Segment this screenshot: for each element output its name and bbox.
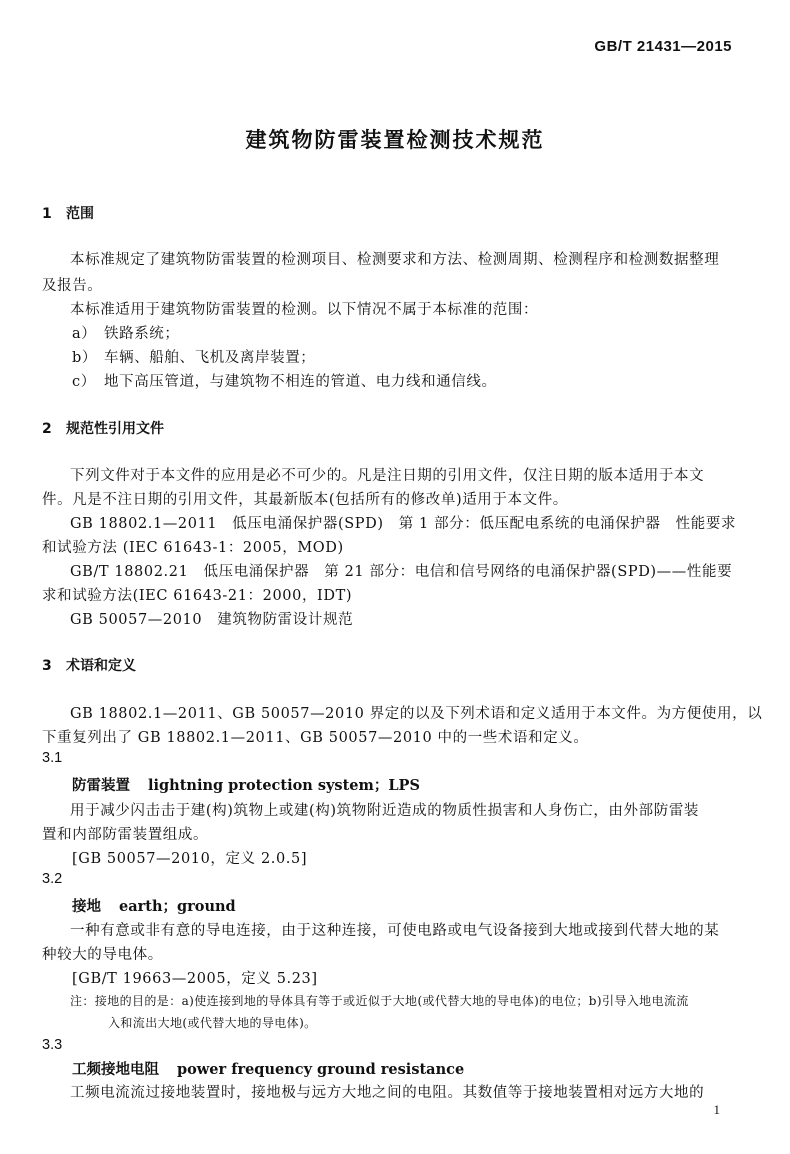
scope-paragraph-1-line-1: 本标准规定了建筑物防雷装置的检测项目、检测要求和方法、检测周期、检测程序和检测数据整理 [70, 252, 720, 268]
section-number: 3 [42, 658, 52, 674]
section-title: 规范性引用文件 [66, 421, 164, 437]
term-english: earth；ground [119, 898, 236, 915]
reference-3: GB 50057—2010 建筑物防雷设计规范 [70, 612, 354, 628]
term-chinese: 接地 [72, 898, 101, 915]
section-2-heading [42, 418, 164, 438]
term-definition-line-2: 置和内部防雷装置组成。 [42, 827, 209, 843]
list-text: 车辆、船舶、飞机及离岸装置； [104, 350, 316, 366]
list-marker: c） [72, 374, 96, 390]
term-heading [72, 774, 420, 795]
section-number: 1 [42, 206, 52, 222]
term-definition-line-1: 用于减少闪击击于建(构)筑物上或建(构)筑物附近造成的物质性损害和人身伤亡，由外部防雷装 [70, 803, 700, 819]
clause-number: 3.1 [42, 750, 63, 766]
term-source: [GB 50057—2010，定义 2.0.5] [72, 851, 308, 867]
term-note-line-1: 注：接地的目的是：a)使连接到地的导体具有等于或近似于大地(或代替大地的导电体)的电位；b)引导入地电流流 [70, 994, 689, 1008]
scope-list-item [72, 322, 180, 343]
document-title: 建筑物防雷装置检测技术规范 [245, 128, 545, 152]
term-heading [72, 1058, 464, 1079]
term-english: power frequency ground resistance [177, 1061, 465, 1078]
list-marker: a） [72, 326, 97, 342]
standard-number: GB/T 21431—2015 [594, 38, 732, 55]
list-text: 铁路系统； [104, 326, 180, 342]
term-english: lightning protection system；LPS [148, 777, 420, 794]
term-definition-line-2: 种较大的导电体。 [42, 947, 163, 963]
term-definition-line-1: 一种有意或非有意的导电连接，由于这种连接，可使电路或电气设备接到大地或接到代替大地的某 [70, 923, 720, 939]
clause-number: 3.2 [42, 871, 63, 887]
list-text: 地下高压管道，与建筑物不相连的管道、电力线和通信线。 [104, 374, 497, 390]
page-number: 1 [713, 1102, 720, 1117]
clause-number: 3.3 [42, 1037, 63, 1053]
scope-list-item [72, 370, 497, 391]
reference-1-line-1: GB 18802.1—2011 低压电涌保护器(SPD) 第 1 部分：低压配电系统的电涌保护器 性能要求 [70, 516, 737, 532]
terms-intro-line-1: GB 18802.1—2011、GB 50057—2010 界定的以及下列术语和定义适用于本文件。为方便使用，以 [70, 706, 763, 722]
reference-2-line-2: 求和试验方法(IEC 61643-21：2000，IDT) [42, 588, 353, 604]
term-source: [GB/T 19663—2005，定义 5.23] [72, 971, 318, 987]
scope-list-item [72, 346, 315, 367]
section-1-heading [42, 203, 94, 223]
terms-intro-line-2: 下重复列出了 GB 18802.1—2011、GB 50057—2010 中的一些术语和定义。 [42, 730, 589, 746]
refs-intro-line-1: 下列文件对于本文件的应用是必不可少的。凡是注日期的引用文件，仅注日期的版本适用于本文 [70, 468, 705, 484]
refs-intro-line-2: 件。凡是不注日期的引用文件，其最新版本(包括所有的修改单)适用于本文件。 [42, 492, 568, 508]
term-heading [72, 895, 236, 916]
term-definition-line-1: 工频电流流过接地装置时，接地极与远方大地之间的电阻。其数值等于接地装置相对远方大地的 [70, 1085, 705, 1101]
section-3-heading [42, 655, 136, 675]
term-note-line-2: 入和流出大地(或代替大地的导电体)。 [108, 1016, 317, 1030]
list-marker: b） [72, 350, 97, 366]
scope-paragraph-2: 本标准适用于建筑物防雷装置的检测。以下情况不属于本标准的范围： [70, 302, 539, 318]
reference-1-line-2: 和试验方法 (IEC 61643-1：2005，MOD) [42, 540, 344, 556]
section-number: 2 [42, 421, 52, 437]
scope-paragraph-1-line-2: 及报告。 [42, 278, 103, 294]
term-chinese: 防雷装置 [72, 777, 130, 794]
section-title: 范围 [66, 206, 94, 222]
reference-2-line-1: GB/T 18802.21 低压电涌保护器 第 21 部分：电信和信号网络的电涌保护器(SPD)——性能要 [70, 564, 733, 580]
section-title: 术语和定义 [66, 658, 136, 674]
term-chinese: 工频接地电阻 [72, 1061, 159, 1078]
